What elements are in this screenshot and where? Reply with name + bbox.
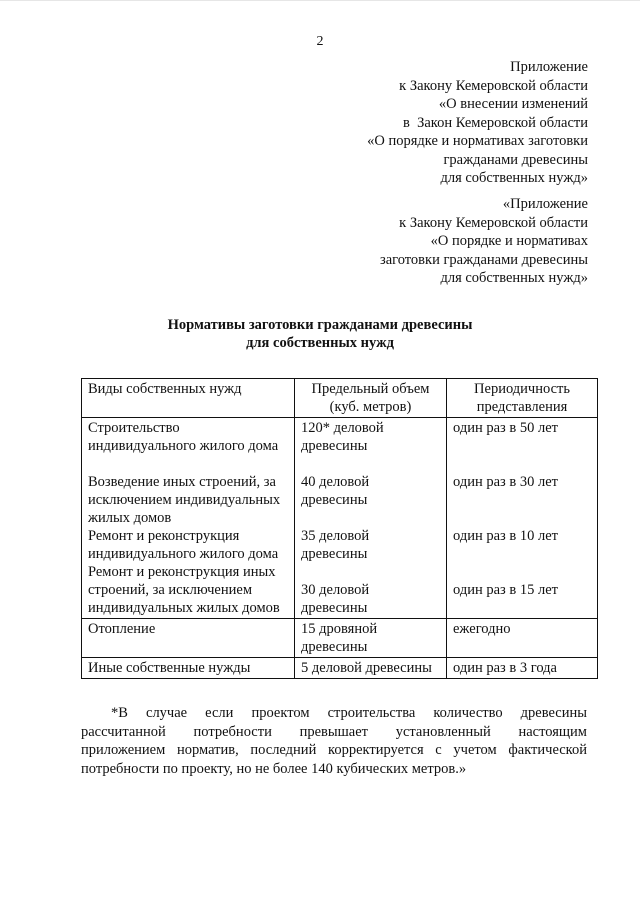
period-text: один раз в 50 лет [453,420,558,436]
need-text: строений, за исключением [88,582,252,598]
page-number: 2 [316,34,324,49]
footnote-line: рассчитанной потребности превышает установленный настоящим [81,723,587,740]
document-title [0,316,640,352]
volume-cell [295,658,447,679]
need-text: Иные собственные нужды [88,660,251,676]
table-row-construction-group [82,418,598,619]
title-line-2: для собственных нужд [246,335,394,351]
spacer [453,563,591,581]
spacer [301,455,440,473]
annex-header-line: «О внесении изменений [438,96,588,112]
volume-text: 120* деловой [301,420,384,436]
spacer [88,455,288,473]
volume-text: древесины [301,492,368,508]
period-cell [447,658,598,679]
annex-quoted-line: заготовки гражданами древесины [379,251,588,268]
need-text: индивидуального жилого дома [88,546,279,562]
header-max-volume-line: Предельный объем [311,381,430,397]
need-text: индивидуальных жилых домов [88,600,280,616]
spacer [453,545,591,563]
footnote [81,704,587,778]
period-text: один раз в 30 лет [453,474,558,490]
need-text: Возведение иных строений, за [88,474,276,490]
spacer [301,509,440,527]
volume-text: древесины [301,639,368,655]
annex-quoted-line: к Закону Кемеровской области [399,214,588,231]
annex-header-line: в Закон Кемеровской области [402,114,588,131]
need-text: исключением индивидуальных [88,492,281,508]
need-cell [82,658,295,679]
norms-table [81,378,598,679]
table-row-heating [82,619,598,658]
period-text: один раз в 15 лет [453,582,558,598]
volume-text: древесины [301,438,368,454]
annex-header-line: Приложение [510,59,588,75]
need-text: индивидуального жилого дома [88,438,279,454]
annex-quoted-line: «Приложение [502,196,588,212]
annex-quoted-line: для собственных нужд» [440,270,588,286]
period-text: один раз в 3 года [453,660,557,676]
annex-header-line: для собственных нужд» [440,170,588,186]
annex-header-line: «О порядке и нормативах заготовки [367,133,588,149]
annex-header [367,58,588,188]
spacer [301,563,440,581]
spacer [453,455,591,473]
period-cell [447,418,598,619]
volume-text: 40 деловой [301,474,370,490]
annex-quoted-header [380,195,588,288]
volume-text: 5 деловой древесины [301,660,432,676]
volume-text: древесины [301,600,368,616]
need-text: Отопление [88,621,156,637]
table-header-row [82,379,598,418]
need-text: Строительство [88,420,180,436]
scan-top-edge [0,0,640,1]
annex-header-line: гражданами древесины [443,151,588,168]
volume-cell [295,619,447,658]
volume-text: древесины [301,546,368,562]
period-cell [447,619,598,658]
table-row-other-needs [82,658,598,679]
footnote-line: *В случае если проектом строительства количество древесины [111,705,587,721]
volume-text: 30 деловой [301,582,370,598]
header-max-volume-line: (куб. метров) [329,399,412,415]
footnote-line: потребности по проекту, но не более 140 кубических метров.» [81,760,467,777]
need-text: Ремонт и реконструкция иных [88,564,276,580]
header-max-volume [295,379,447,418]
volume-text: 15 дровяной [301,621,378,637]
header-periodicity [447,379,598,418]
annex-header-line: к Закону Кемеровской области [399,77,588,94]
header-periodicity-line: Периодичность [474,381,570,397]
header-periodicity-line: представления [476,399,568,415]
spacer [453,437,591,455]
header-need-type-text: Виды собственных нужд [88,381,242,397]
header-need-type [82,379,295,418]
footnote-line: приложением норматив, последний корректируется с учетом фактической [81,742,587,758]
volume-cell [295,418,447,619]
period-text: один раз в 10 лет [453,528,558,544]
volume-text: 35 деловой [301,528,370,544]
need-text: жилых домов [88,510,172,526]
spacer [453,509,591,527]
need-cell [82,619,295,658]
title-line-1: Нормативы заготовки гражданами древесины [167,317,473,333]
spacer [453,491,591,509]
period-text: ежегодно [453,621,511,637]
need-text: Ремонт и реконструкция [88,528,240,544]
annex-quoted-line: «О порядке и нормативах [430,233,588,249]
need-cell [82,418,295,619]
